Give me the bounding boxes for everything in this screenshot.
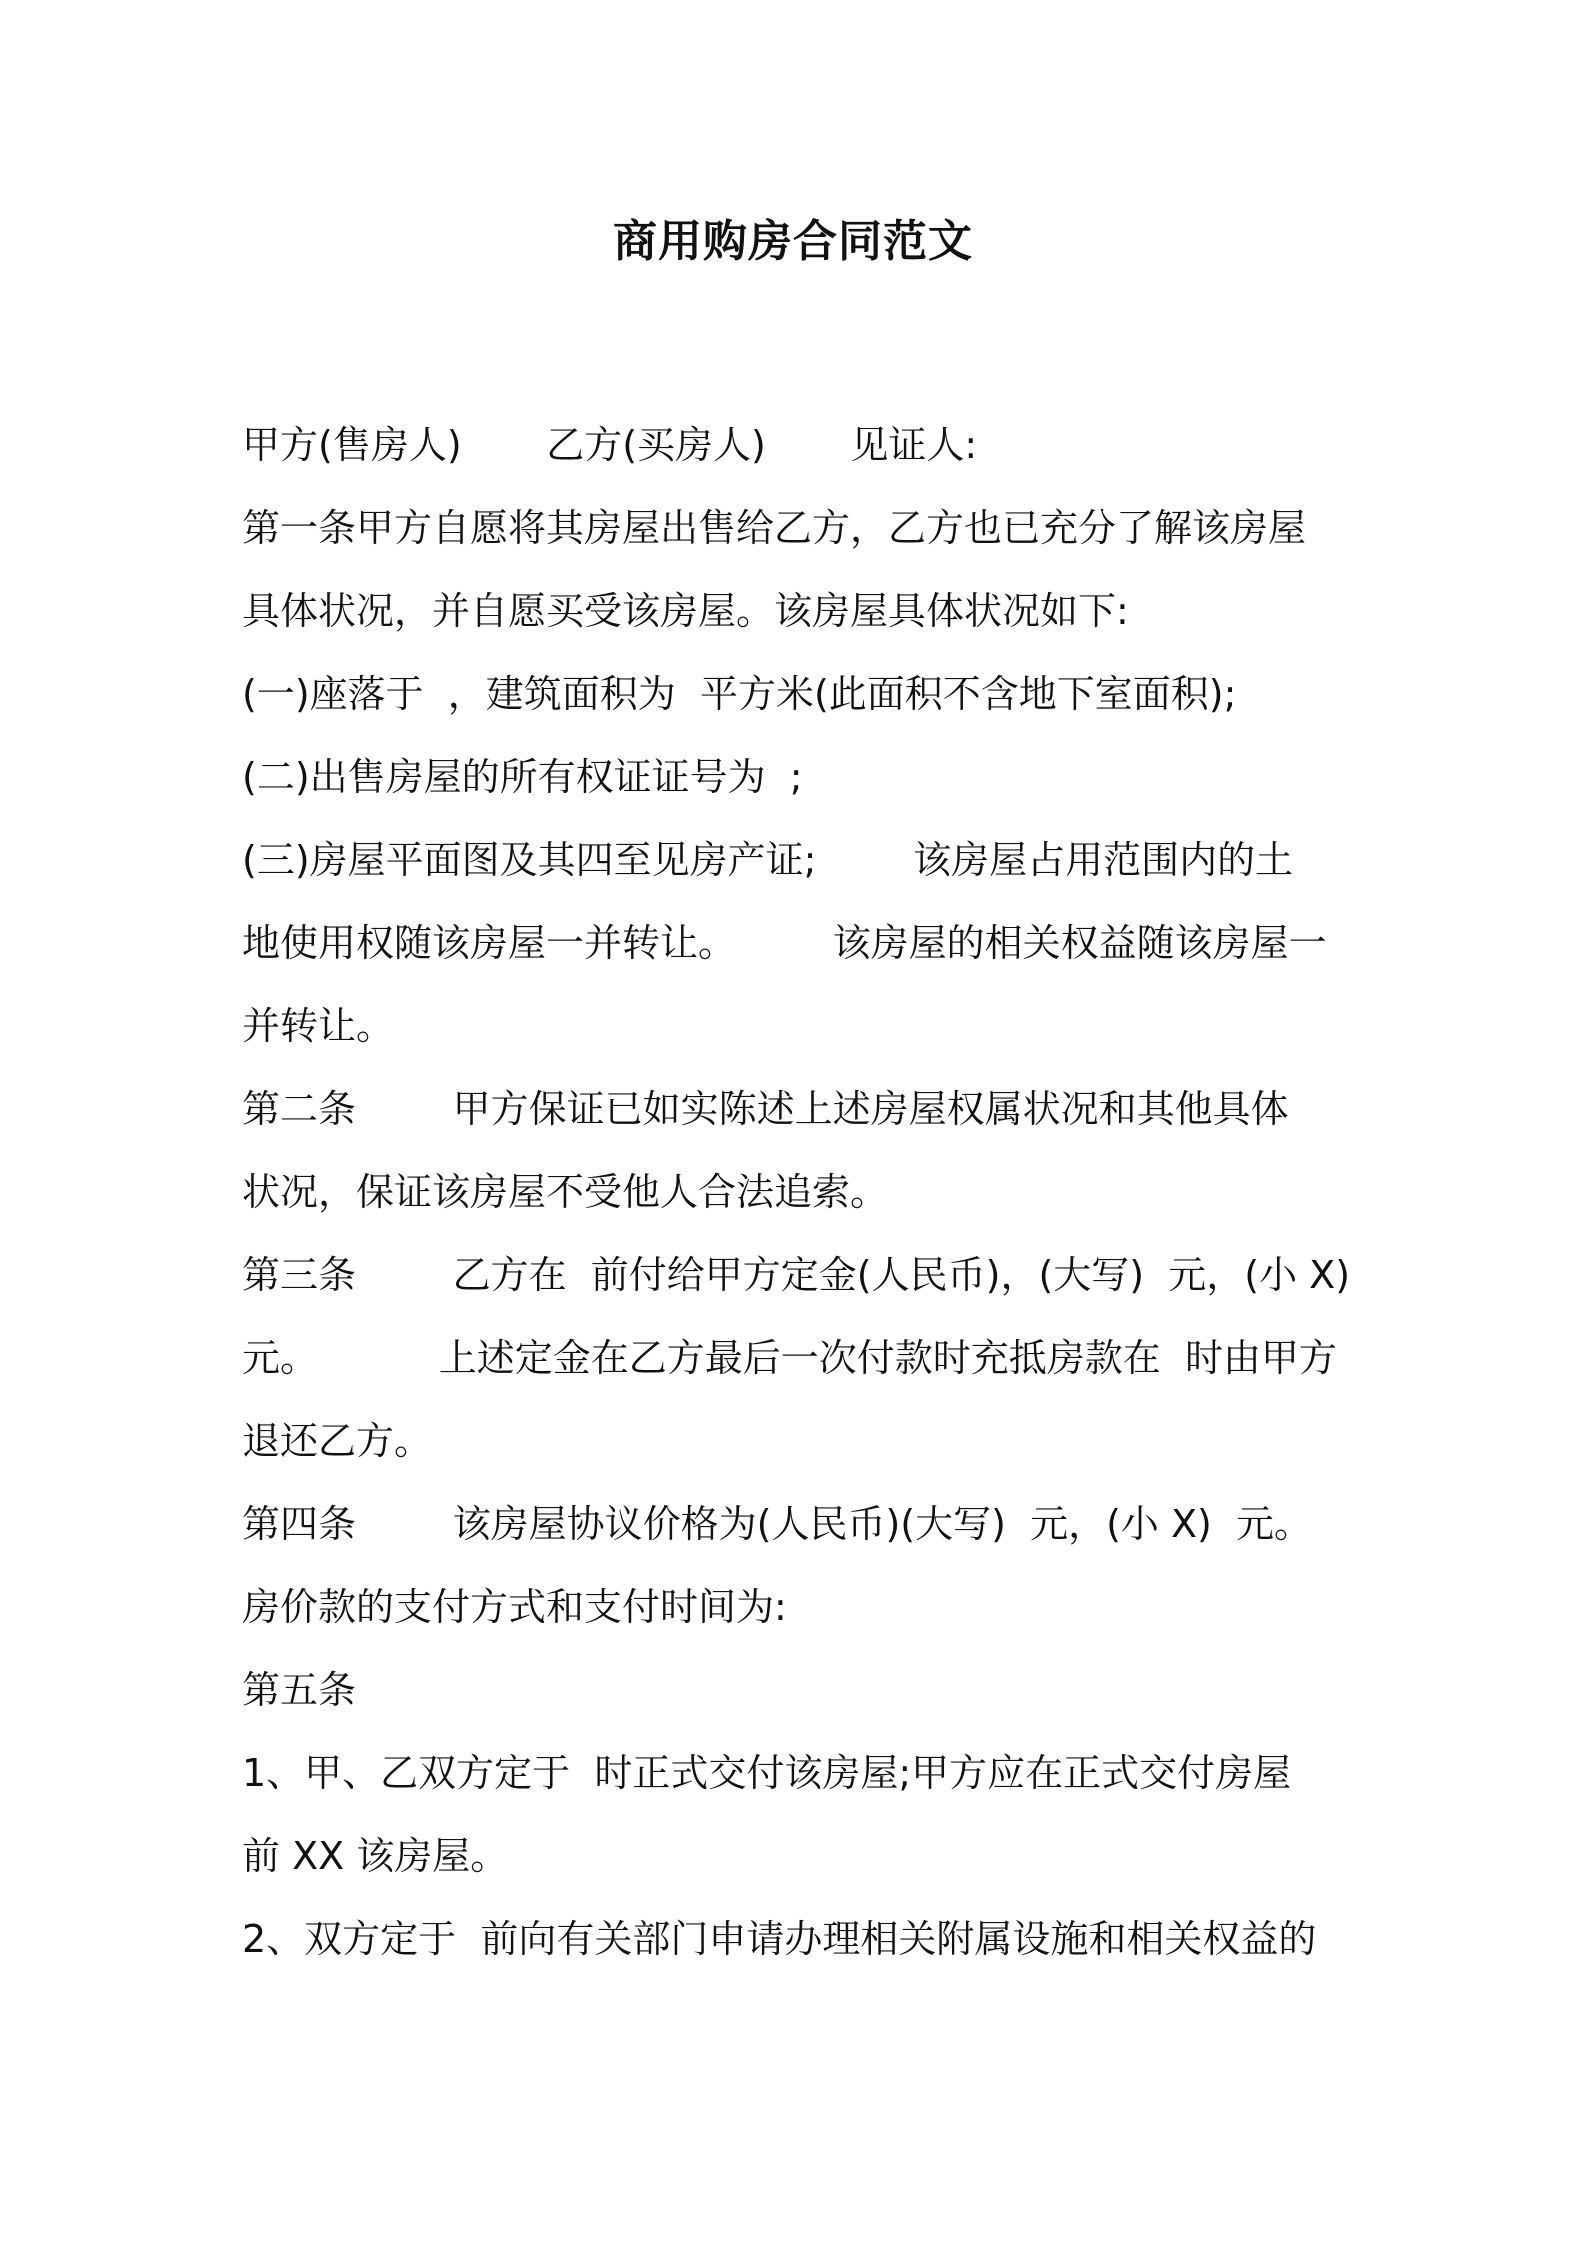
article-1-line-1: 第一条甲方自愿将其房屋出售给乙方，乙方也已充分了解该房屋 [242, 506, 1307, 550]
article-3-line-1: 第三条 乙方在 前付给甲方定金(人民币)，(大写) 元，(小 X) [242, 1253, 1351, 1297]
item-1-line: (一)座落于 ，建筑面积为 平方米(此面积不含地下室面积); [242, 672, 1237, 716]
document-title: 商用购房合同范文 [613, 216, 973, 267]
parties-line: 甲方(售房人) 乙方(买房人) 见证人: [242, 423, 978, 467]
article-2-line-1: 第二条 甲方保证已如实陈述上述房屋权属状况和其他具体 [242, 1087, 1289, 1131]
article-5-item-1-line-1: 1、甲、乙双方定于 时正式交付该房屋;甲方应在正式交付房屋 [242, 1751, 1292, 1795]
item-3-line-3: 并转让。 [242, 1004, 395, 1048]
document-body [242, 404, 1352, 1981]
article-1-line-2: 具体状况，并自愿买受该房屋。该房屋具体状况如下: [242, 589, 1129, 633]
article-4-line-2: 房价款的支付方式和支付时间为: [242, 1585, 787, 1629]
item-2-line: (二)出售房屋的所有权证证号为 ; [242, 755, 803, 799]
article-4-line-1: 第四条 该房屋协议价格为(人民币)(大写) 元，(小 X) 元。 [242, 1502, 1313, 1546]
item-3-line-1: (三)房屋平面图及其四至见房产证; 该房屋占用范围内的土 [242, 838, 1294, 882]
article-5-item-2-line-1: 2、双方定于 前向有关部门申请办理相关附属设施和相关权益的 [242, 1917, 1317, 1961]
article-2-line-2: 状况，保证该房屋不受他人合法追索。 [242, 1170, 889, 1214]
item-3-line-2: 地使用权随该房屋一并转让。 该房屋的相关权益随该房屋一 [242, 921, 1327, 965]
article-3-line-2: 元。 上述定金在乙方最后一次付款时充抵房款在 时由甲方 [242, 1336, 1337, 1380]
article-5-heading: 第五条 [242, 1668, 357, 1712]
article-3-line-3: 退还乙方。 [242, 1419, 433, 1463]
article-5-item-1-line-2: 前 XX 该房屋。 [242, 1834, 509, 1878]
